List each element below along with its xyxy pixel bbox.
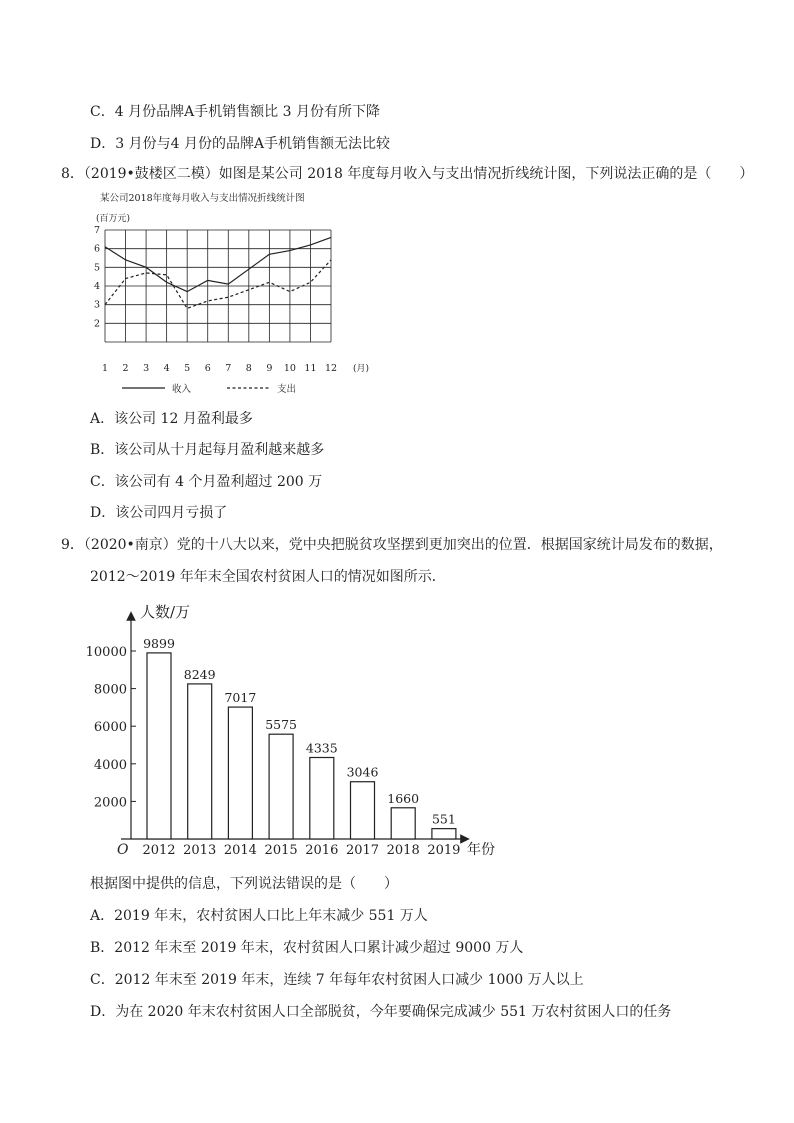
bar (351, 782, 375, 839)
legend-expense-label: 支出 (277, 384, 297, 395)
q9-prompt: 根据图中提供的信息，下列说法错误的是（ ） (90, 876, 398, 892)
x-tick-label: 2018 (386, 843, 420, 858)
y-tick-label: 2000 (93, 795, 127, 811)
q9-stem-line1: 9．（2020•南京）党的十八大以来，党中央把脱贫攻坚摆到更加突出的位置．根据国家统计局发布的数据， (61, 537, 723, 553)
line-chart-xticks (102, 363, 337, 374)
bar-value-label: 551 (431, 811, 456, 827)
q8-option-a: A．该公司 12 月盈利最多 (90, 411, 253, 427)
bar (228, 707, 252, 839)
x-tick-label: 2 (122, 363, 129, 374)
line-chart-yticks (94, 225, 100, 329)
x-tick-label: 2016 (305, 843, 339, 858)
q8-option-d: D．该公司四月亏损了 (90, 505, 228, 521)
q9-option-d: D．为在 2020 年末农村贫困人口全部脱贫，今年要确保完成减少 551 万农村贫困人口的任务 (90, 1004, 672, 1020)
line-chart-title: 某公司2018年度每月收入与支出情况折线统计图 (100, 193, 305, 204)
bar-chart-bars (142, 636, 460, 858)
q8-option-b: B．该公司从十月起每月盈利越来越多 (90, 442, 325, 458)
y-tick-label: 10000 (85, 645, 127, 660)
bar-value-label: 9899 (143, 635, 175, 651)
bar-chart-xlabel: 年份 (467, 842, 495, 858)
bar-value-label: 1660 (387, 790, 420, 806)
x-tick-label: 2014 (223, 843, 257, 858)
bar-value-label: 8249 (183, 666, 216, 682)
x-tick-label: 1 (101, 363, 109, 374)
line-chart-ylabel: (百万元) (96, 214, 131, 224)
bar (188, 684, 212, 839)
bar (147, 653, 171, 839)
x-tick-label: 8 (245, 363, 252, 374)
y-tick-label: 8000 (93, 682, 127, 698)
line-chart-grid (105, 230, 331, 342)
x-tick-label: 11 (304, 363, 317, 374)
x-tick-label: 12 (324, 363, 338, 374)
bar (432, 829, 456, 839)
bar-chart-ylabel: 人数/万 (140, 603, 191, 621)
x-tick-label: 6 (204, 363, 211, 374)
y-tick-label: 7 (94, 225, 101, 236)
bar (391, 808, 415, 839)
line-chart-series (105, 237, 331, 308)
bar-chart-yticks (86, 645, 136, 810)
q8-option-c: C．该公司有 4 个月盈利超过 200 万 (90, 474, 323, 490)
q9-option-a: A．2019 年末，农村贫困人口比上年末减少 551 万人 (90, 908, 428, 924)
y-tick-label: 4000 (93, 757, 127, 773)
line-chart (90, 190, 390, 400)
y-tick-label: 6000 (93, 720, 127, 736)
bar-value-label: 4335 (305, 740, 338, 756)
q9-option-c: C．2012 年末至 2019 年末，连续 7 年每年农村贫困人口减少 1000 万人以上 (90, 972, 584, 988)
q7-option-d: D．3 月份与4 月份的品牌A手机销售额无法比较 (90, 136, 391, 152)
y-tick-label: 3 (94, 299, 101, 311)
y-tick-label: 5 (94, 262, 101, 274)
q8-stem: 8．（2019•鼓楼区二模）如图是某公司 2018 年度每月收入与支出情况折线统计图，下列说法正确的是（ ） (61, 166, 754, 182)
line-chart-legend (122, 383, 296, 395)
x-tick-label: 5 (184, 363, 191, 374)
x-tick-label: 3 (143, 363, 150, 374)
bar-chart-origin: O (117, 842, 129, 858)
bar-value-label: 7017 (224, 690, 257, 706)
income-line (105, 237, 331, 291)
x-tick-label: 2017 (345, 843, 380, 858)
x-tick-label: 10 (283, 363, 296, 374)
bar-value-label: 5575 (265, 717, 298, 733)
bar-chart (85, 598, 505, 863)
x-tick-label: 9 (266, 363, 273, 374)
y-tick-label: 2 (94, 318, 101, 330)
line-chart-xlabel: (月) (353, 364, 370, 374)
bar (269, 734, 293, 839)
q9-option-b: B．2012 年末至 2019 年末，农村贫困人口累计减少超过 9000 万人 (90, 940, 524, 956)
q9-stem-line2: 2012～2019 年年末全国农村贫困人口的情况如图所示． (90, 569, 446, 585)
x-tick-label: 2015 (264, 843, 298, 858)
bar (310, 758, 334, 839)
legend-income-label: 收入 (172, 384, 192, 395)
x-tick-label: 2019 (427, 843, 461, 858)
x-tick-label: 2012 (142, 843, 176, 858)
x-tick-label: 4 (163, 363, 170, 374)
x-tick-label: 2013 (183, 843, 217, 858)
x-tick-label: 7 (225, 363, 232, 374)
y-tick-label: 4 (94, 281, 101, 292)
q7-option-c: C．4 月份品牌A手机销售额比 3 月份有所下降 (90, 104, 380, 120)
bar-value-label: 3046 (346, 764, 379, 780)
y-tick-label: 6 (94, 243, 101, 255)
